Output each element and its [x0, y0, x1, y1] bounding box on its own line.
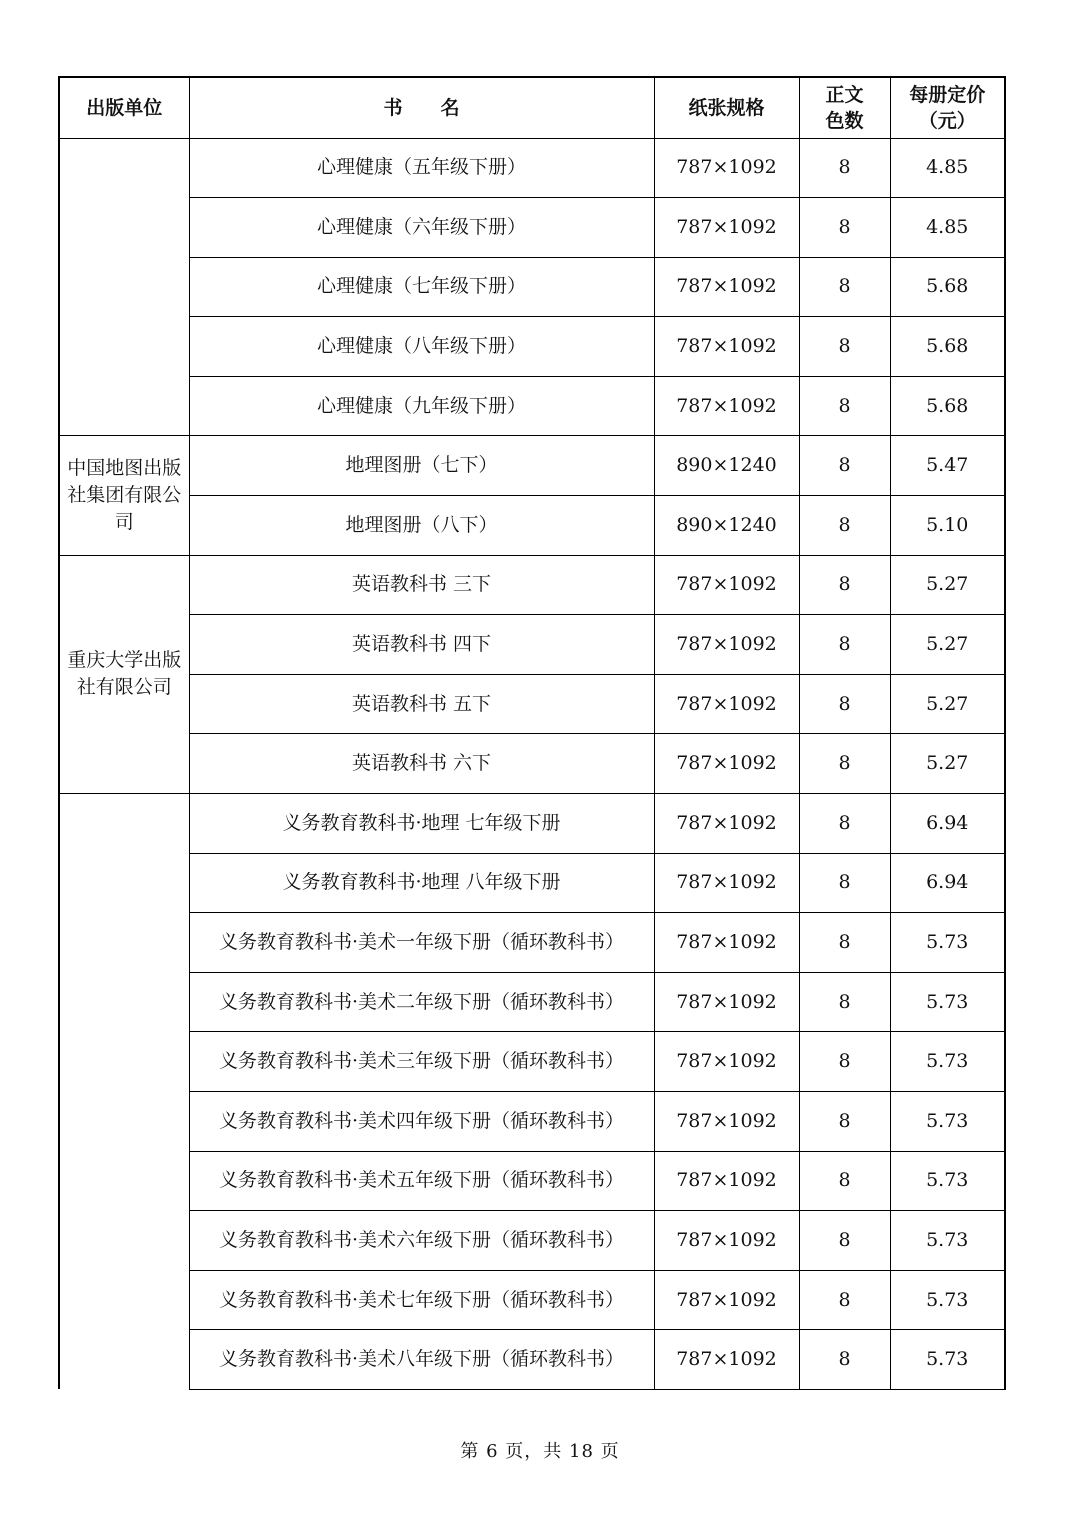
table-row	[59, 913, 1005, 973]
paper-size-cell: 787×1092	[654, 376, 799, 436]
table-row	[59, 496, 1005, 556]
colors-cell: 8	[799, 1330, 890, 1390]
book-title-cell: 心理健康（五年级下册）	[189, 138, 654, 198]
colors-cell: 8	[799, 1032, 890, 1092]
table-row	[59, 376, 1005, 436]
price-cell: 5.68	[890, 376, 1005, 436]
price-cell: 5.27	[890, 674, 1005, 734]
table-row	[59, 138, 1005, 198]
table-row	[59, 317, 1005, 377]
paper-size-cell: 787×1092	[654, 555, 799, 615]
price-cell: 5.73	[890, 1270, 1005, 1330]
price-cell: 4.85	[890, 198, 1005, 258]
table-row	[59, 1211, 1005, 1271]
colors-cell: 8	[799, 972, 890, 1032]
price-cell: 6.94	[890, 853, 1005, 913]
paper-size-cell: 787×1092	[654, 615, 799, 675]
publisher-cell	[59, 794, 189, 1390]
price-cell: 5.73	[890, 972, 1005, 1032]
publisher-cell: 中国地图出版社集团有限公司	[59, 436, 189, 555]
table-row	[59, 674, 1005, 734]
header-paper-size: 纸张规格	[654, 77, 799, 138]
price-cell: 5.73	[890, 1092, 1005, 1152]
price-cell: 5.10	[890, 496, 1005, 556]
colors-cell: 8	[799, 1211, 890, 1271]
colors-cell: 8	[799, 555, 890, 615]
price-cell: 5.73	[890, 913, 1005, 973]
paper-size-cell: 787×1092	[654, 913, 799, 973]
table-body	[59, 138, 1005, 1389]
price-cell: 5.73	[890, 1330, 1005, 1390]
book-title-cell: 义务教育教科书·地理 七年级下册	[189, 794, 654, 854]
page-number: 第 6 页，共 18 页	[460, 1441, 620, 1462]
colors-cell: 8	[799, 1270, 890, 1330]
colors-cell: 8	[799, 138, 890, 198]
price-cell: 6.94	[890, 794, 1005, 854]
book-title-cell: 义务教育教科书·美术四年级下册（循环教科书）	[189, 1092, 654, 1152]
table-row	[59, 1330, 1005, 1390]
colors-cell: 8	[799, 1151, 890, 1211]
paper-size-cell: 787×1092	[654, 972, 799, 1032]
paper-size-cell: 890×1240	[654, 496, 799, 556]
price-cell: 5.27	[890, 555, 1005, 615]
book-title-cell: 心理健康（八年级下册）	[189, 317, 654, 377]
book-title-cell: 义务教育教科书·美术七年级下册（循环教科书）	[189, 1270, 654, 1330]
paper-size-cell: 787×1092	[654, 1270, 799, 1330]
colors-cell: 8	[799, 376, 890, 436]
colors-cell: 8	[799, 674, 890, 734]
colors-cell: 8	[799, 496, 890, 556]
paper-size-cell: 787×1092	[654, 1151, 799, 1211]
colors-cell: 8	[799, 615, 890, 675]
paper-size-cell: 787×1092	[654, 794, 799, 854]
price-cell: 5.68	[890, 257, 1005, 317]
book-title-cell: 地理图册（八下）	[189, 496, 654, 556]
paper-size-cell: 787×1092	[654, 1211, 799, 1271]
colors-cell: 8	[799, 436, 890, 496]
header-title: 书 名	[189, 77, 654, 138]
table-row	[59, 1151, 1005, 1211]
table-row	[59, 853, 1005, 913]
book-title-cell: 英语教科书 五下	[189, 674, 654, 734]
price-cell: 5.73	[890, 1211, 1005, 1271]
header-colors: 正文 色数	[799, 77, 890, 138]
colors-cell: 8	[799, 853, 890, 913]
paper-size-cell: 787×1092	[654, 853, 799, 913]
colors-cell: 8	[799, 257, 890, 317]
price-cell: 5.68	[890, 317, 1005, 377]
paper-size-cell: 787×1092	[654, 1032, 799, 1092]
colors-cell: 8	[799, 794, 890, 854]
book-title-cell: 义务教育教科书·美术一年级下册（循环教科书）	[189, 913, 654, 973]
price-cell: 5.73	[890, 1151, 1005, 1211]
paper-size-cell: 787×1092	[654, 198, 799, 258]
table-row	[59, 1092, 1005, 1152]
price-cell: 5.47	[890, 436, 1005, 496]
paper-size-cell: 787×1092	[654, 674, 799, 734]
price-cell: 4.85	[890, 138, 1005, 198]
header-publisher: 出版单位	[59, 77, 189, 138]
table-row	[59, 1032, 1005, 1092]
table-row	[59, 972, 1005, 1032]
table-row	[59, 794, 1005, 854]
table-row	[59, 1270, 1005, 1330]
book-title-cell: 英语教科书 四下	[189, 615, 654, 675]
book-title-cell: 义务教育教科书·美术三年级下册（循环教科书）	[189, 1032, 654, 1092]
table-row	[59, 198, 1005, 258]
colors-cell: 8	[799, 198, 890, 258]
price-table	[58, 76, 1006, 1390]
book-title-cell: 心理健康（九年级下册）	[189, 376, 654, 436]
book-title-cell: 义务教育教科书·美术二年级下册（循环教科书）	[189, 972, 654, 1032]
paper-size-cell: 787×1092	[654, 257, 799, 317]
book-title-cell: 心理健康（七年级下册）	[189, 257, 654, 317]
publisher-cell	[59, 138, 189, 436]
table-row	[59, 615, 1005, 675]
paper-size-cell: 890×1240	[654, 436, 799, 496]
table-row	[59, 734, 1005, 794]
paper-size-cell: 787×1092	[654, 734, 799, 794]
colors-cell: 8	[799, 1092, 890, 1152]
table-header-row	[59, 77, 1005, 138]
paper-size-cell: 787×1092	[654, 138, 799, 198]
book-title-cell: 义务教育教科书·美术八年级下册（循环教科书）	[189, 1330, 654, 1390]
publisher-cell: 重庆大学出版社有限公司	[59, 555, 189, 793]
paper-size-cell: 787×1092	[654, 1330, 799, 1390]
price-cell: 5.27	[890, 615, 1005, 675]
colors-cell: 8	[799, 913, 890, 973]
book-title-cell: 英语教科书 六下	[189, 734, 654, 794]
book-title-cell: 义务教育教科书·地理 八年级下册	[189, 853, 654, 913]
book-title-cell: 心理健康（六年级下册）	[189, 198, 654, 258]
table-row	[59, 555, 1005, 615]
header-price: 每册定价 （元）	[890, 77, 1005, 138]
colors-cell: 8	[799, 317, 890, 377]
price-cell: 5.73	[890, 1032, 1005, 1092]
paper-size-cell: 787×1092	[654, 317, 799, 377]
book-title-cell: 英语教科书 三下	[189, 555, 654, 615]
table-row	[59, 436, 1005, 496]
paper-size-cell: 787×1092	[654, 1092, 799, 1152]
book-title-cell: 义务教育教科书·美术六年级下册（循环教科书）	[189, 1211, 654, 1271]
book-title-cell: 地理图册（七下）	[189, 436, 654, 496]
colors-cell: 8	[799, 734, 890, 794]
price-cell: 5.27	[890, 734, 1005, 794]
book-title-cell: 义务教育教科书·美术五年级下册（循环教科书）	[189, 1151, 654, 1211]
table-row	[59, 257, 1005, 317]
